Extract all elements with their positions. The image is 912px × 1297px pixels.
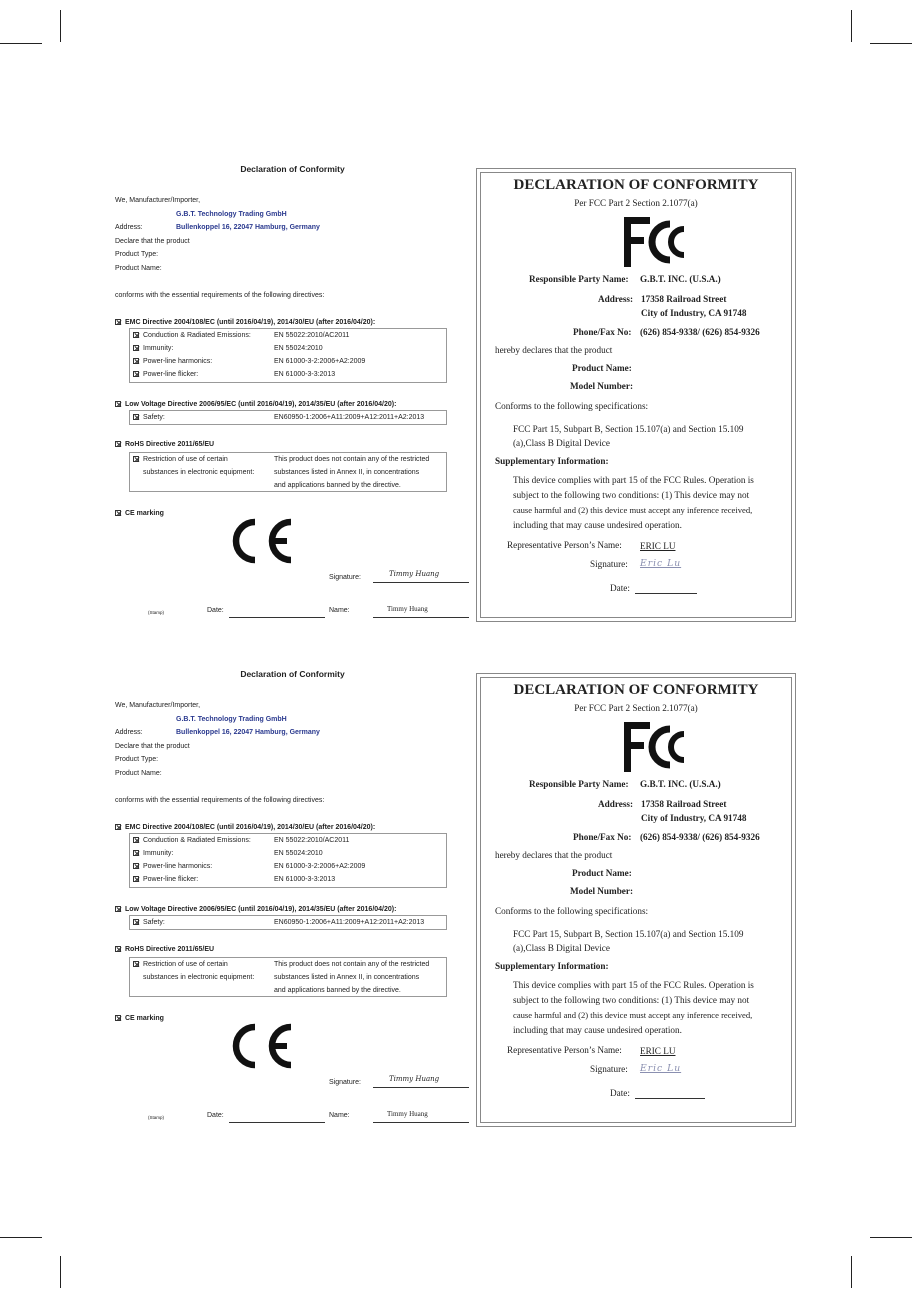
date-label: Date: bbox=[207, 1112, 224, 1119]
checkbox-icon bbox=[115, 906, 121, 912]
date-line bbox=[229, 617, 325, 618]
signature-label: Signature: bbox=[329, 1079, 361, 1086]
phone-label: Phone/Fax No: bbox=[573, 327, 632, 337]
manufacturer-label: We, Manufacturer/Importer, bbox=[115, 702, 201, 709]
address-value: Bullenkoppel 16, 22047 Hamburg, Germany bbox=[176, 729, 320, 736]
fcc-logo-icon bbox=[622, 720, 692, 779]
lvd-title: Low Voltage Directive 2006/95/EC (until 2016/04/19), 2014/35/EU (after 2016/04/20): bbox=[125, 401, 397, 408]
checkbox-icon bbox=[115, 946, 121, 952]
checkbox-icon bbox=[115, 510, 121, 516]
crop-mark bbox=[60, 10, 61, 42]
date-line bbox=[229, 1122, 325, 1123]
rep-label: Representative Person’s Name: bbox=[507, 1045, 622, 1055]
phone-label: Phone/Fax No: bbox=[573, 832, 632, 842]
checkbox-icon bbox=[133, 456, 139, 462]
emc-title: EMC Directive 2004/108/EC (until 2016/04/19), 2014/30/EU (after 2016/04/20): bbox=[125, 824, 376, 831]
fcc-address-2: City of Industry, CA 91748 bbox=[641, 813, 747, 823]
rohs-table: Restriction of use of certain This product does not contain any of the restricted substances in electronic equipment: substances listed in Annex II, in concentrations and applications banned by the directive. bbox=[129, 452, 447, 492]
lvd-table: Safety: EN60950-1:2006+A11:2009+A12:2011+A2:2013 bbox=[129, 915, 447, 930]
ce-title: CE marking bbox=[125, 510, 164, 517]
phone-value: (626) 854-9338/ (626) 854-9326 bbox=[640, 832, 760, 842]
checkbox-icon bbox=[115, 319, 121, 325]
rep-value: ERIC LU bbox=[640, 541, 676, 551]
rohs-title: RoHS Directive 2011/65/EU bbox=[125, 946, 215, 953]
ce-mark-icon bbox=[225, 516, 295, 566]
name-label: Name: bbox=[329, 607, 350, 614]
fcc-inner-border bbox=[480, 172, 792, 618]
fcc-title: DECLARATION OF CONFORMITY bbox=[513, 177, 759, 193]
responsible-value: G.B.T. INC. (U.S.A.) bbox=[640, 779, 721, 789]
crop-mark bbox=[0, 43, 42, 44]
fcc-title: DECLARATION OF CONFORMITY bbox=[513, 682, 759, 698]
product-name-label: Product Name: bbox=[115, 770, 162, 777]
declaration-sheet-bottom bbox=[0, 669, 912, 1145]
checkbox-icon bbox=[133, 414, 139, 420]
spec-line-2: (a),Class B Digital Device bbox=[513, 438, 610, 448]
checkbox-icon bbox=[133, 371, 139, 377]
checkbox-icon bbox=[115, 824, 121, 830]
date-label: Date: bbox=[207, 607, 224, 614]
crop-mark bbox=[851, 10, 852, 42]
fcc-declaration bbox=[476, 673, 796, 1127]
spec-line-1: FCC Part 15, Subpart B, Section 15.107(a) and Section 15.109 bbox=[513, 424, 744, 434]
checkbox-icon bbox=[133, 919, 139, 925]
fcc-address-2: City of Industry, CA 91748 bbox=[641, 308, 747, 318]
rohs-section bbox=[115, 946, 214, 953]
fcc-date-label: Date: bbox=[610, 583, 630, 593]
emc-table: Conduction & Radiated Emissions: EN 55022:2010/AC2011 Immunity: EN 55024:2010 Power-line harmonics: EN 61000-3-2:2006+A2:2009 Power-line flicker: EN 61000-3-3:2013 bbox=[129, 328, 447, 383]
hereby-text: hereby declares that the product bbox=[495, 850, 613, 860]
ce-section bbox=[115, 1015, 164, 1022]
conforms-text: conforms with the essential requirements of the following directives: bbox=[115, 292, 325, 299]
supp-line-3: cause harmful and (2) this device must accept any inference received, bbox=[513, 1010, 753, 1020]
crop-mark bbox=[870, 43, 912, 44]
lvd-title: Low Voltage Directive 2006/95/EC (until 2016/04/19), 2014/35/EU (after 2016/04/20): bbox=[125, 906, 397, 913]
declare-text: Declare that the product bbox=[115, 743, 190, 750]
company-name: G.B.T. Technology Trading GmbH bbox=[176, 211, 287, 218]
fcc-signature-label: Signature: bbox=[590, 1064, 628, 1074]
supp-line-2: subject to the following two conditions: (1) This device may not bbox=[513, 995, 750, 1005]
fcc-subtitle: Per FCC Part 2 Section 2.1077(a) bbox=[574, 198, 698, 208]
supp-line-4: including that may cause undesired operation. bbox=[513, 520, 682, 530]
phone-value: (626) 854-9338/ (626) 854-9326 bbox=[640, 327, 760, 337]
checkbox-icon bbox=[133, 850, 139, 856]
ce-mark-icon bbox=[225, 1021, 295, 1071]
conforms-text: conforms with the essential requirements of the following directives: bbox=[115, 797, 325, 804]
checkbox-icon bbox=[115, 401, 121, 407]
supp-line-2: subject to the following two conditions: (1) This device may not bbox=[513, 490, 750, 500]
name-value: Timmy Huang bbox=[387, 1110, 428, 1118]
crop-mark bbox=[60, 1256, 61, 1288]
spec-line-2: (a),Class B Digital Device bbox=[513, 943, 610, 953]
signature-handwriting: Timmy Huang bbox=[389, 1075, 440, 1083]
name-value: Timmy Huang bbox=[387, 605, 428, 613]
fcc-date-line bbox=[635, 1098, 705, 1099]
checkbox-icon bbox=[133, 961, 139, 967]
hereby-text: hereby declares that the product bbox=[495, 345, 613, 355]
declaration-sheet-top bbox=[0, 164, 912, 640]
product-type-label: Product Type: bbox=[115, 756, 159, 763]
rep-value: ERIC LU bbox=[640, 1046, 676, 1056]
declare-text: Declare that the product bbox=[115, 238, 190, 245]
fcc-conforms: Conforms to the following specifications: bbox=[495, 401, 649, 411]
lvd-table: Safety: EN60950-1:2006+A11:2009+A12:2011+A2:2013 bbox=[129, 410, 447, 425]
fcc-address-label: Address: bbox=[598, 799, 634, 809]
crop-mark bbox=[851, 1256, 852, 1288]
signature-label: Signature: bbox=[329, 574, 361, 581]
supp-line-3: cause harmful and (2) this device must accept any inference received, bbox=[513, 505, 753, 515]
name-line bbox=[373, 1122, 469, 1123]
fcc-signature-label: Signature: bbox=[590, 559, 628, 569]
fcc-address-1: 17358 Railroad Street bbox=[641, 294, 727, 304]
model-number-label: Model Number: bbox=[570, 381, 634, 391]
name-line bbox=[373, 617, 469, 618]
fcc-address-label: Address: bbox=[598, 294, 634, 304]
supp-line-4: including that may cause undesired operation. bbox=[513, 1025, 682, 1035]
eu-title: Declaration of Conformity bbox=[240, 164, 345, 174]
supp-title: Supplementary Information: bbox=[495, 456, 609, 466]
checkbox-icon bbox=[133, 345, 139, 351]
emc-table: Conduction & Radiated Emissions: EN 55022:2010/AC2011 Immunity: EN 55024:2010 Power-line harmonics: EN 61000-3-2:2006+A2:2009 Power-line flicker: EN 61000-3-3:2013 bbox=[129, 833, 447, 888]
lvd-section bbox=[115, 401, 396, 408]
name-label: Name: bbox=[329, 1112, 350, 1119]
eu-title: Declaration of Conformity bbox=[240, 669, 345, 679]
emc-section bbox=[115, 319, 375, 326]
eu-declaration bbox=[115, 164, 475, 630]
checkbox-icon bbox=[133, 863, 139, 869]
checkbox-icon bbox=[133, 332, 139, 338]
fcc-product-name-label: Product Name: bbox=[572, 868, 632, 878]
emc-section bbox=[115, 824, 375, 831]
fcc-signature-value: Eric Lu bbox=[640, 558, 682, 569]
checkbox-icon bbox=[133, 358, 139, 364]
supp-line-1: This device complies with part 15 of the FCC Rules. Operation is bbox=[513, 980, 754, 990]
crop-mark bbox=[0, 1237, 42, 1238]
rohs-title: RoHS Directive 2011/65/EU bbox=[125, 441, 215, 448]
checkbox-icon bbox=[115, 1015, 121, 1021]
supp-line-1: This device complies with part 15 of the FCC Rules. Operation is bbox=[513, 475, 754, 485]
fcc-declaration bbox=[476, 168, 796, 622]
fcc-logo-icon bbox=[622, 215, 692, 274]
crop-mark bbox=[870, 1237, 912, 1238]
rohs-table: Restriction of use of certain This product does not contain any of the restricted substances in electronic equipment: substances listed in Annex II, in concentrations and applications banned by the directive. bbox=[129, 957, 447, 997]
signature-handwriting: Timmy Huang bbox=[389, 570, 440, 578]
fcc-product-name-label: Product Name: bbox=[572, 363, 632, 373]
fcc-address-1: 17358 Railroad Street bbox=[641, 799, 727, 809]
supp-title: Supplementary Information: bbox=[495, 961, 609, 971]
model-number-label: Model Number: bbox=[570, 886, 634, 896]
ce-title: CE marking bbox=[125, 1015, 164, 1022]
checkbox-icon bbox=[133, 876, 139, 882]
lvd-section bbox=[115, 906, 396, 913]
ce-section bbox=[115, 510, 164, 517]
responsible-label: Responsible Party Name: bbox=[529, 779, 629, 789]
stamp-label: (Stamp) bbox=[148, 1115, 165, 1120]
checkbox-icon bbox=[115, 441, 121, 447]
signature-line bbox=[373, 582, 469, 583]
emc-title: EMC Directive 2004/108/EC (until 2016/04/19), 2014/30/EU (after 2016/04/20): bbox=[125, 319, 376, 326]
fcc-subtitle: Per FCC Part 2 Section 2.1077(a) bbox=[574, 703, 698, 713]
responsible-value: G.B.T. INC. (U.S.A.) bbox=[640, 274, 721, 284]
fcc-conforms: Conforms to the following specifications: bbox=[495, 906, 649, 916]
address-label: Address: bbox=[115, 224, 143, 231]
product-name-label: Product Name: bbox=[115, 265, 162, 272]
responsible-label: Responsible Party Name: bbox=[529, 274, 629, 284]
fcc-date-label: Date: bbox=[610, 1088, 630, 1098]
fcc-inner-border bbox=[480, 677, 792, 1123]
fcc-signature-value: Eric Lu bbox=[640, 1063, 682, 1074]
company-name: G.B.T. Technology Trading GmbH bbox=[176, 716, 287, 723]
fcc-date-line bbox=[635, 593, 697, 594]
manufacturer-label: We, Manufacturer/Importer, bbox=[115, 197, 201, 204]
checkbox-icon bbox=[133, 837, 139, 843]
spec-line-1: FCC Part 15, Subpart B, Section 15.107(a) and Section 15.109 bbox=[513, 929, 744, 939]
address-value: Bullenkoppel 16, 22047 Hamburg, Germany bbox=[176, 224, 320, 231]
eu-declaration bbox=[115, 669, 475, 1135]
signature-line bbox=[373, 1087, 469, 1088]
address-label: Address: bbox=[115, 729, 143, 736]
stamp-label: (Stamp) bbox=[148, 610, 165, 615]
rep-label: Representative Person’s Name: bbox=[507, 540, 622, 550]
product-type-label: Product Type: bbox=[115, 251, 159, 258]
rohs-section bbox=[115, 441, 214, 448]
